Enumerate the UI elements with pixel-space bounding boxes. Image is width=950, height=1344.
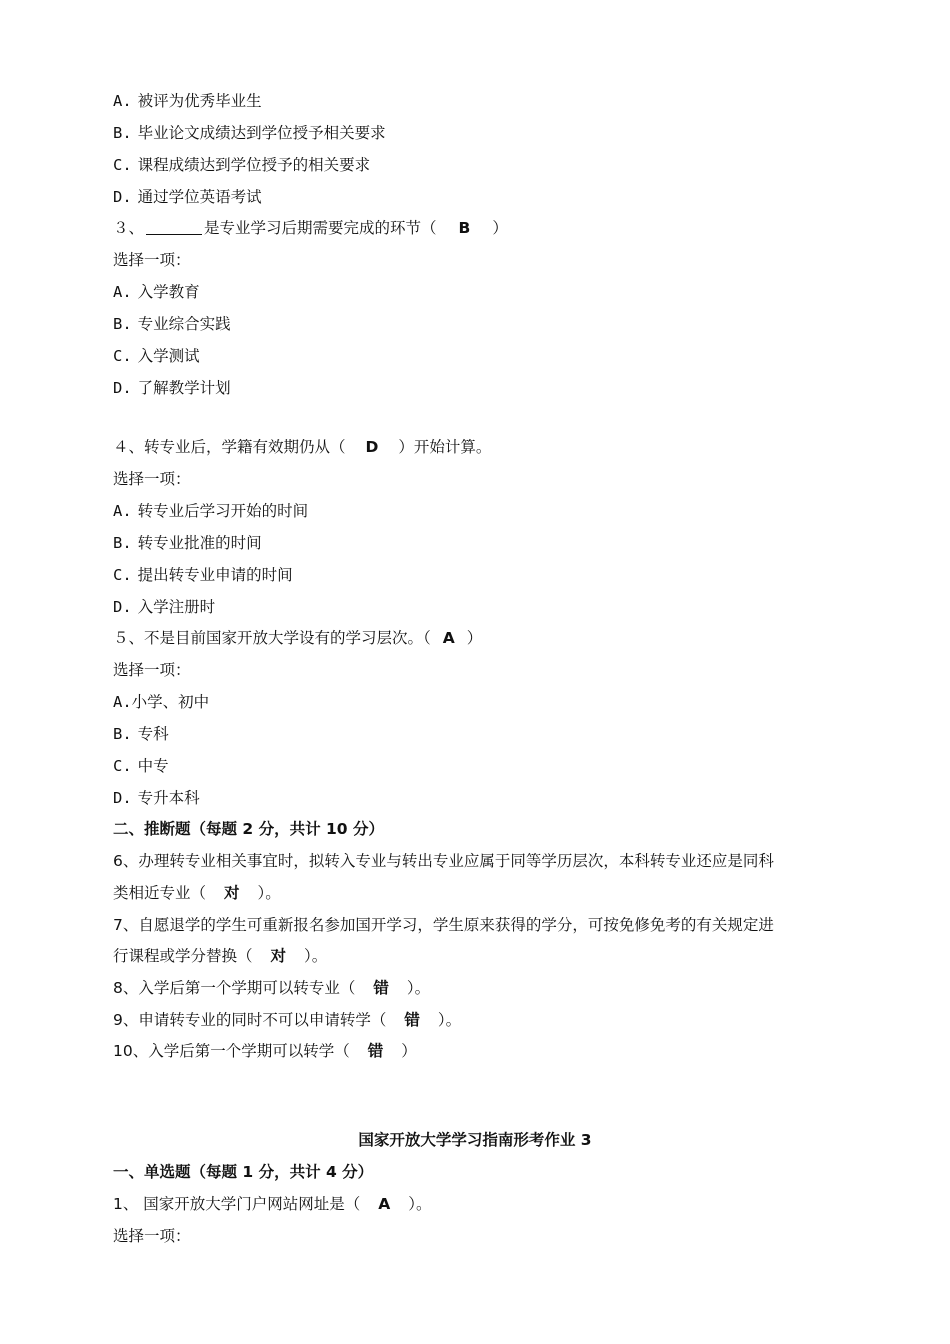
- q5-text: ５、不是目前国家开放大学设有的学习层次。（: [113, 629, 431, 647]
- q8-text: 8、入学后第一个学期可以转专业（: [113, 979, 356, 997]
- option-label: D.: [113, 598, 132, 616]
- q2-option-b: [113, 122, 386, 144]
- q4-question: [113, 436, 491, 458]
- q5-option-c: [113, 755, 169, 777]
- q3-prompt: 选择一项：: [113, 251, 191, 269]
- d3q1-answer: A: [378, 1195, 391, 1213]
- option-label: B.: [113, 124, 132, 142]
- option-label: B.: [113, 725, 132, 743]
- q4-text: ４、转专业后，学籍有效期仍从（: [113, 438, 346, 456]
- option-text: 入学注册时: [137, 598, 216, 616]
- q10-answer: 错: [367, 1042, 384, 1060]
- q4-prompt: 选择一项：: [113, 470, 191, 488]
- q6-line2: [113, 882, 281, 904]
- q8-question: [113, 977, 430, 999]
- option-text: 转专业批准的时间: [137, 534, 262, 552]
- q4-option-a: [113, 500, 308, 522]
- option-label: D.: [113, 188, 132, 206]
- q7-line2: [113, 945, 327, 967]
- q4-option-b: [113, 532, 262, 554]
- q10-question: [113, 1040, 417, 1062]
- q3-option-b: [113, 313, 231, 335]
- q8-text-end: ）。: [406, 979, 431, 997]
- q2-option-a: [113, 90, 262, 112]
- option-label: A.: [113, 283, 132, 301]
- q2-option-c: [113, 154, 370, 176]
- d3q1-text: 1、 国家开放大学门户网站网址是（: [113, 1195, 361, 1213]
- option-text: 专科: [137, 725, 169, 743]
- option-label: D.: [113, 789, 132, 807]
- q7-answer: 对: [270, 947, 287, 965]
- q5-option-a: [113, 691, 209, 713]
- option-text: 小学、初中: [131, 693, 210, 711]
- q3-number: ３、: [113, 219, 145, 237]
- q5-text-end: ）: [466, 629, 483, 647]
- option-label: C.: [113, 757, 132, 775]
- option-label: A.: [113, 502, 132, 520]
- section1-heading: 一、单选题（每题 1 分，共计 4 分）: [113, 1163, 374, 1181]
- q9-text-end: ）。: [437, 1011, 462, 1029]
- option-text: 毕业论文成绩达到学位授予相关要求: [137, 124, 386, 142]
- q9-question: [113, 1009, 461, 1031]
- q3-text: 是专业学习后期需要完成的环节（: [204, 219, 437, 237]
- q5-option-d: [113, 787, 200, 809]
- q8-answer: 错: [373, 979, 389, 997]
- option-label: D.: [113, 379, 132, 397]
- option-text: 被评为优秀毕业生: [137, 92, 262, 110]
- q4-text-end: ）开始计算。: [398, 438, 492, 456]
- option-label: C.: [113, 566, 132, 584]
- option-label: C.: [113, 156, 132, 174]
- q7-line1: 7、自愿退学的学生可重新报名参加国开学习，学生原来获得的学分，可按免修免考的有关规定进: [113, 916, 774, 934]
- q5-answer: A: [442, 629, 455, 647]
- option-label: B.: [113, 315, 132, 333]
- option-label: A.: [113, 92, 132, 110]
- option-text: 提出转专业申请的时间: [137, 566, 293, 584]
- q5-question: [113, 627, 482, 649]
- q9-answer: 错: [404, 1011, 420, 1029]
- q3-option-c: [113, 345, 200, 367]
- q5-option-b: [113, 723, 169, 745]
- q6-text: 类相近专业（: [113, 884, 207, 902]
- option-text: 入学教育: [137, 283, 200, 301]
- q2-option-d: [113, 186, 262, 208]
- q4-option-d: [113, 596, 215, 618]
- q3-option-d: [113, 377, 231, 399]
- q3-blank: [146, 220, 202, 235]
- q4-answer: D: [365, 438, 379, 456]
- q3-close: ）: [492, 219, 508, 237]
- q5-prompt: 选择一项：: [113, 661, 191, 679]
- q7-text: 行课程或学分替换（: [113, 947, 253, 965]
- q6-answer: 对: [224, 884, 240, 902]
- option-text: 了解教学计划: [137, 379, 231, 397]
- q10-text: 10、入学后第一个学期可以转学（: [113, 1042, 350, 1060]
- q10-text-end: ）: [401, 1042, 417, 1060]
- option-text: 专升本科: [137, 789, 200, 807]
- option-text: 入学测试: [137, 347, 200, 365]
- q6-text-end: ）。: [257, 884, 281, 902]
- q4-option-c: [113, 564, 293, 586]
- q9-text: 9、申请转专业的同时不可以申请转学（: [113, 1011, 387, 1029]
- section2-heading: 二、推断题（每题 2 分，共计 10 分）: [113, 820, 384, 838]
- doc3-title: 国家开放大学学习指南形考作业 3: [358, 1131, 592, 1149]
- q3-option-a: [113, 281, 200, 303]
- option-text: 中专: [137, 757, 169, 775]
- d3q1-text-end: ）。: [408, 1195, 432, 1213]
- q6-line1: 6、办理转专业相关事宜时，拟转入专业与转出专业应属于同等学历层次，本科转专业还应是同科: [113, 852, 774, 870]
- option-text: 专业综合实践: [137, 315, 231, 333]
- option-text: 课程成绩达到学位授予的相关要求: [137, 156, 371, 174]
- q7-text-end: ）。: [304, 947, 328, 965]
- option-label: C.: [113, 347, 132, 365]
- d3q1-prompt: 选择一项：: [113, 1227, 191, 1245]
- option-label: A.: [113, 693, 132, 711]
- option-text: 通过学位英语考试: [137, 188, 262, 206]
- q3-question: [113, 217, 508, 239]
- q3-answer: B: [458, 219, 471, 237]
- option-text: 转专业后学习开始的时间: [137, 502, 309, 520]
- option-label: B.: [113, 534, 132, 552]
- d3q1-question: [113, 1193, 432, 1215]
